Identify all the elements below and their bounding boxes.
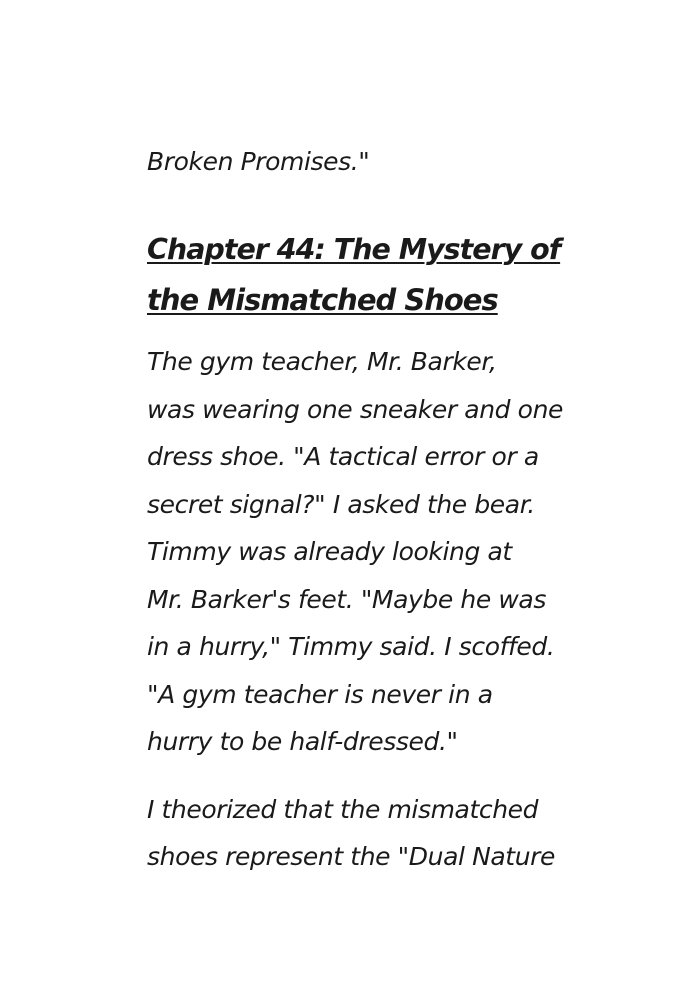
chapter-heading-line: the Mismatched Shoes <box>147 283 498 317</box>
paragraph <box>147 338 567 766</box>
paragraph-line: Timmy was already looking at <box>147 537 512 566</box>
paragraph-line: hurry to be half-dressed." <box>147 727 458 756</box>
chapter-heading <box>147 225 567 325</box>
text-column <box>147 138 567 881</box>
paragraph-line: "A gym teacher is never in a <box>147 679 493 709</box>
paragraph-line: dress shoe. "A tactical error or a <box>147 442 539 471</box>
paragraph-line: The gym teacher, Mr. Barker, <box>147 347 497 376</box>
paragraph <box>147 786 567 881</box>
paragraph-line: shoes represent the "Dual Nature <box>147 842 556 871</box>
paragraph-line: secret signal?" I asked the bear. <box>147 489 535 519</box>
paragraph-line: I theorized that the mismatched <box>147 794 539 824</box>
carryover-text-line: Broken Promises." <box>147 147 370 176</box>
paragraph-line: was wearing one sneaker and one <box>147 394 563 424</box>
paragraph-line: in a hurry," Timmy said. I scoffed. <box>147 632 555 661</box>
chapter-heading-line: Chapter 44: The Mystery of <box>147 233 561 266</box>
paragraph-line: Mr. Barker's feet. "Maybe he was <box>147 584 546 614</box>
